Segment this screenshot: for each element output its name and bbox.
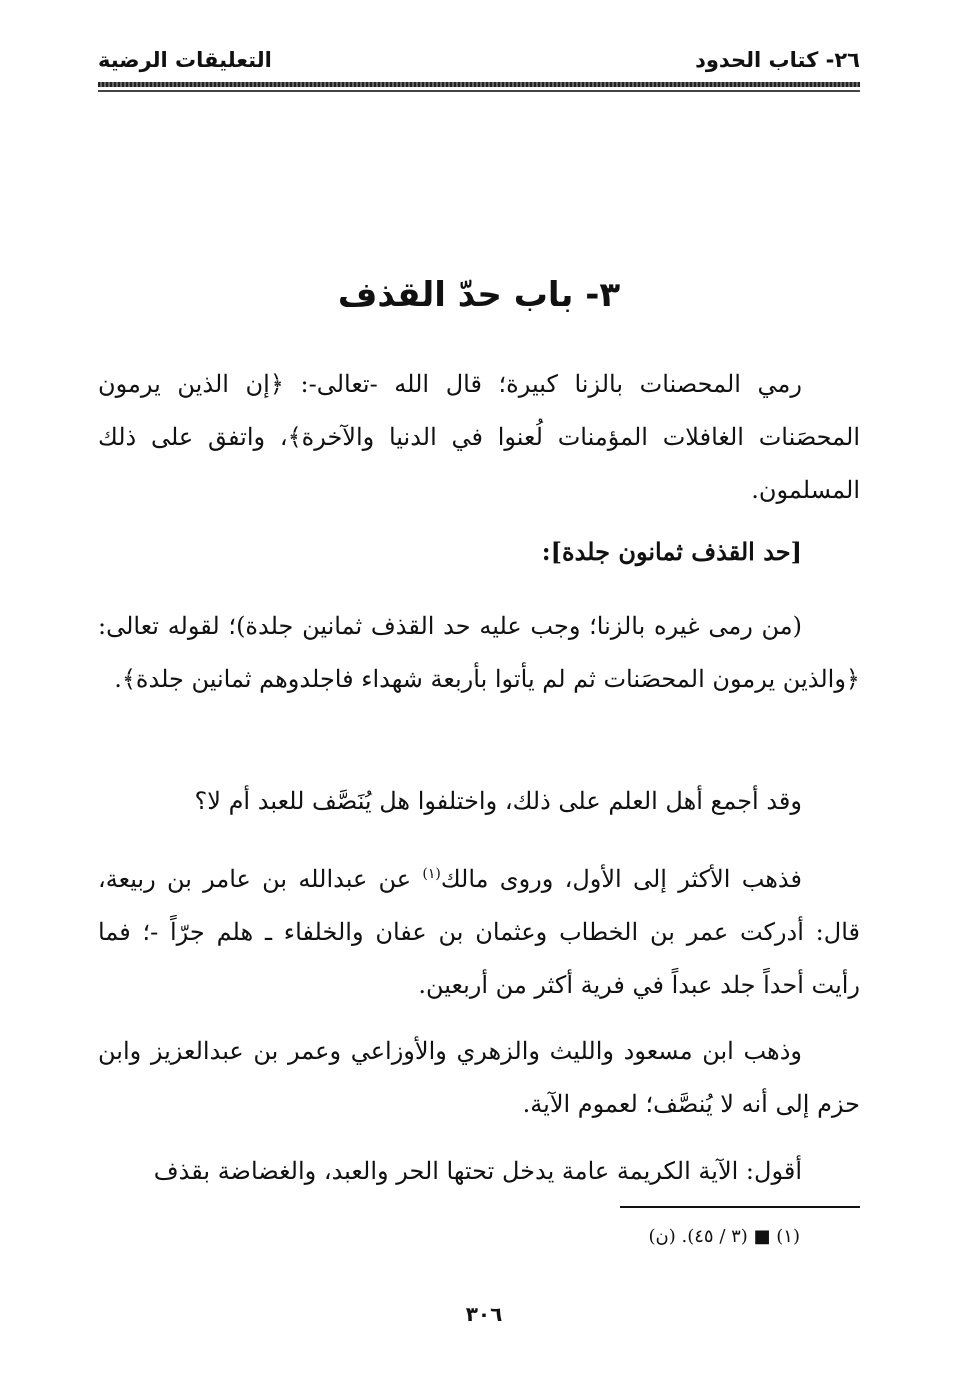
- running-header: [98, 44, 860, 78]
- paragraph-7: أقول: الآية الكريمة عامة يدخل تحتها الحر والعبد، والغضاضة بقذف: [153, 1157, 802, 1185]
- paragraph-6: وذهب ابن مسعود والليث والزهري والأوزاعي وعمر بن عبدالعزيز وابن حزم إلى أنه لا يُنصَّف؛ لعموم الآية.: [98, 1037, 860, 1118]
- chapter-heading: ٣- باب حدّ القذف: [337, 275, 621, 315]
- page-number: ٣٠٦: [465, 1302, 503, 1326]
- header-divider-thin: [98, 90, 860, 92]
- header-chapter-title: ٢٦- كتاب الحدود: [695, 48, 860, 72]
- section-subheading: [حد القذف ثمانون جلدة]:: [541, 537, 802, 566]
- paragraph-4: وقد أجمع أهل العلم على ذلك، واختلفوا هل يُنَصَّف للعبد أم لا؟: [194, 787, 802, 815]
- paragraph-3: (من رمى غيره بالزنا؛ وجب عليه حد القذف ثمانين جلدة)؛ لقوله تعالى: ﴿والذين يرمون المحصَنات ثم لم يأتوا بأربعة شهداء فاجلدوهم ثمانين جلدة﴾.: [98, 612, 860, 693]
- paragraph-5: [98, 848, 860, 1012]
- paragraph-5-start: فذهب الأكثر إلى الأول، وروى مالك: [440, 865, 802, 893]
- footnote-text: (١) ■ (٣ / ٤٥). (ن): [648, 1226, 800, 1247]
- header-book-title: التعليقات الرضية: [98, 48, 272, 72]
- footnote-divider: [620, 1206, 860, 1208]
- footnote-reference[interactable]: (١): [422, 866, 441, 882]
- paragraph-5-end: عن عبدالله بن عامر بن ربيعة، قال: أدركت عمر بن الخطاب وعثمان بن عفان والخلفاء ـ هلم جرّاً -؛ فما رأيت أحداً جلد عبداً في فرية أكثر من أربعين.: [98, 865, 860, 999]
- header-divider: [98, 82, 860, 87]
- paragraph-1: رمي المحصنات بالزنا كبيرة؛ قال الله -تعالى-: ﴿إن الذين يرمون المحصَنات الغافلات المؤمنات لُعنوا في الدنيا والآخرة﴾، واتفق على ذلك المسلمون.: [98, 370, 860, 504]
